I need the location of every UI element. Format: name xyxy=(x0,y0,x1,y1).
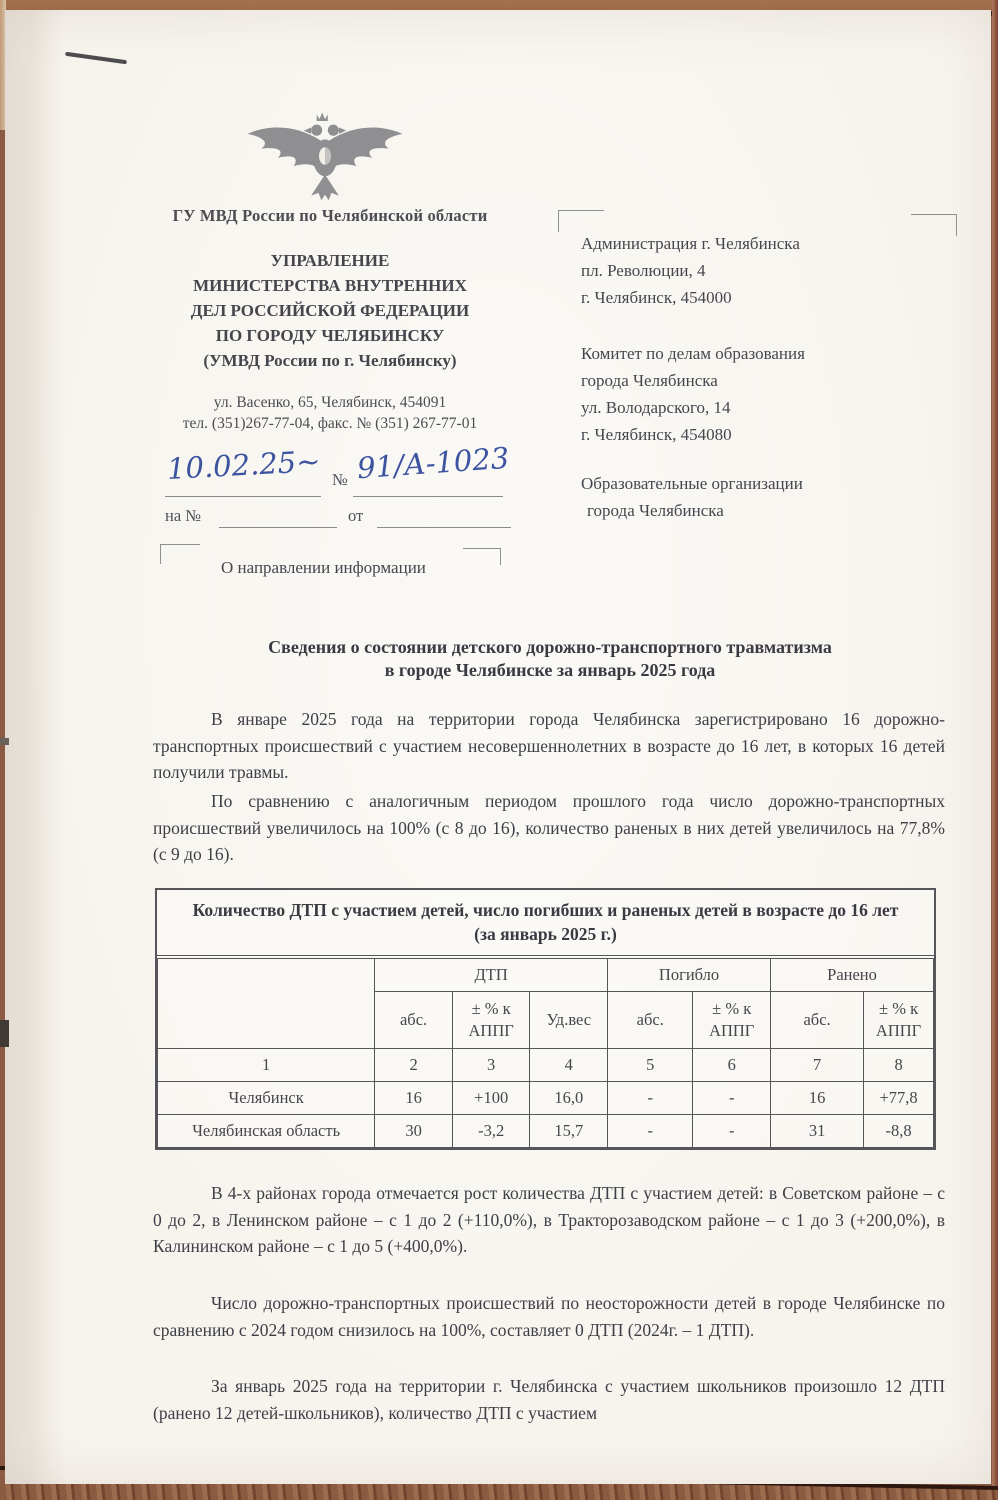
paragraph-comparison-last-year: По сравнению с аналогичным периодом прошлого года число дорожно-транспортных происшествий увеличилось на 100% (с 8 до 16), количество раненых в них детей увеличилось на 77,8% (с 9 до 16). xyxy=(153,791,945,864)
data-cell: 31 xyxy=(771,1115,864,1148)
data-cell: - xyxy=(608,1115,693,1148)
numbering-cell: 3 xyxy=(452,1049,530,1082)
addressee-line: города Челябинска xyxy=(581,371,718,390)
data-cell: -3,2 xyxy=(452,1115,530,1148)
addressee-line: ул. Володарского, 14 xyxy=(581,398,731,417)
addressee-administration xyxy=(581,230,961,311)
org-address xyxy=(140,392,520,434)
number-underline xyxy=(353,496,503,497)
reference-number-underline xyxy=(219,527,337,528)
document-title-line2: в городе Челябинске за январь 2025 года xyxy=(384,660,716,680)
org-name-line: (УМВД России по г. Челябинску) xyxy=(203,351,457,370)
paragraph-accidents-total: В январе 2025 года на территории города Челябинска зарегистрировано 16 дорожно-транспортных происшествий с участием несовершеннолетних в возрасте до 16 лет, в которых 16 детей получили травмы. xyxy=(153,709,945,782)
addressee-corner-mark-left xyxy=(558,210,604,232)
data-cell: -8,8 xyxy=(864,1115,934,1148)
date-underline xyxy=(165,496,321,497)
addressee-line: г. Челябинск, 454080 xyxy=(581,425,732,444)
numbering-cell: 8 xyxy=(864,1049,934,1082)
group-header-dtp: ДТП xyxy=(375,959,608,992)
addressee-line: г. Челябинск, 454000 xyxy=(581,288,732,307)
org-region-name: ГУ МВД России по Челябинской области xyxy=(172,206,488,225)
org-full-name xyxy=(140,248,520,373)
addressee-line: Образовательные организации xyxy=(581,474,803,493)
paragraph-schoolchildren: За январь 2025 года на территории г. Челябинска с участием школьников произошло 12 ДТП (ранено 12 детей-школьников), количество ДТП с участием xyxy=(153,1376,945,1423)
subheader-cell: абс. xyxy=(375,992,453,1049)
subheader-cell: ± % к АППГ xyxy=(452,992,530,1049)
handwritten-outgoing-number: 91/А-1023 xyxy=(355,440,511,486)
org-name-line: МИНИСТЕРСТВА ВНУТРЕННИХ xyxy=(193,276,467,295)
reference-number-label: на № xyxy=(165,506,202,525)
subheader-cell: ± % к АППГ xyxy=(864,992,934,1049)
data-cell: 15,7 xyxy=(530,1115,608,1148)
subheader-cell: ± % к АППГ xyxy=(693,992,771,1049)
row-name-cell: Челябинск xyxy=(158,1082,375,1115)
table-row-chelyabinsk-oblast xyxy=(158,1115,934,1148)
data-cell: - xyxy=(608,1082,693,1115)
number-sign-label: № xyxy=(332,470,348,489)
data-cell: 16 xyxy=(375,1082,453,1115)
numbering-cell: 1 xyxy=(158,1049,375,1082)
numbering-cell: 5 xyxy=(608,1049,693,1082)
addressee-educational-organizations xyxy=(581,470,961,524)
data-cell: - xyxy=(693,1115,771,1148)
data-cell: 16 xyxy=(771,1082,864,1115)
org-name-line: УПРАВЛЕНИЕ xyxy=(270,251,390,270)
staple-mark xyxy=(65,52,127,65)
document-title-line1: Сведения о состоянии детского дорожно-транспортного травматизма xyxy=(268,637,832,657)
data-cell: 30 xyxy=(375,1115,453,1148)
table-numbering-row xyxy=(158,1049,934,1082)
numbering-cell: 6 xyxy=(693,1049,771,1082)
group-header-killed: Погибло xyxy=(608,959,771,992)
addressee-line: города Челябинска xyxy=(587,501,724,520)
mvd-emblem-icon xyxy=(242,108,408,204)
addressee-line: Администрация г. Челябинска xyxy=(581,234,800,253)
subject-corner-mark-left xyxy=(160,544,200,564)
group-header-injured: Ранено xyxy=(771,959,934,992)
document-title xyxy=(145,636,955,682)
document-page xyxy=(5,10,991,1484)
left-edge-mark xyxy=(0,1020,9,1047)
data-cell: +77,8 xyxy=(864,1082,934,1115)
addressee-line: Комитет по делам образования xyxy=(581,344,805,363)
subheader-cell: абс. xyxy=(608,992,693,1049)
addressee-line: пл. Революции, 4 xyxy=(581,261,706,280)
numbering-cell: 4 xyxy=(530,1049,608,1082)
data-cell: +100 xyxy=(452,1082,530,1115)
data-cell: - xyxy=(693,1082,771,1115)
paragraph-district-growth: В 4-х районах города отмечается рост количества ДТП с участием детей: в Советском районе – с 0 до 2, в Ленинском районе – с 1 до 2 (+110,0%), в Тракторозаводском районе – с 1 до 3 (+200,0%), в Калининском районе – с 1 до 5 (+400,0%). xyxy=(153,1183,945,1256)
subheader-cell: Уд.вес xyxy=(530,992,608,1049)
numbering-cell: 7 xyxy=(771,1049,864,1082)
table-group-header-row xyxy=(158,959,934,992)
org-name-line: ДЕЛ РОССИЙСКОЙ ФЕДЕРАЦИИ xyxy=(190,301,470,320)
data-cell: 16,0 xyxy=(530,1082,608,1115)
org-address-street: ул. Васенко, 65, Челябинск, 454091 xyxy=(213,394,447,411)
subject-line: О направлении информации xyxy=(221,558,426,577)
table-corner-cell xyxy=(158,959,375,1049)
left-edge-mark xyxy=(0,738,9,745)
reference-date-label: от xyxy=(348,506,364,525)
paragraph-child-negligence: Число дорожно-транспортных происшествий по неосторожности детей в городе Челябинске по сравнению с 2024 годом снизилось на 100%, составляет 0 ДТП (2024г. – 1 ДТП). xyxy=(153,1293,945,1340)
reference-date-underline xyxy=(377,527,511,528)
subheader-cell: абс. xyxy=(771,992,864,1049)
org-phone-fax: тел. (351)267-77-04, факс. № (351) 267-77-01 xyxy=(182,415,478,432)
table-title: Количество ДТП с участием детей, число погибших и раненых детей в возрасте до 16 лет (за январь 2025 г.) xyxy=(157,890,934,956)
addressee-education-committee xyxy=(581,340,961,448)
table-row-chelyabinsk xyxy=(158,1082,934,1115)
numbering-cell: 2 xyxy=(375,1049,453,1082)
org-name-line: ПО ГОРОДУ ЧЕЛЯБИНСКУ xyxy=(215,326,445,345)
subject-corner-mark-right xyxy=(463,548,501,565)
row-name-cell: Челябинская область xyxy=(158,1115,375,1148)
desk-edge-right xyxy=(992,0,998,1500)
dtp-statistics-table xyxy=(155,888,936,1150)
handwritten-date: 10.02.25~ xyxy=(166,444,322,486)
